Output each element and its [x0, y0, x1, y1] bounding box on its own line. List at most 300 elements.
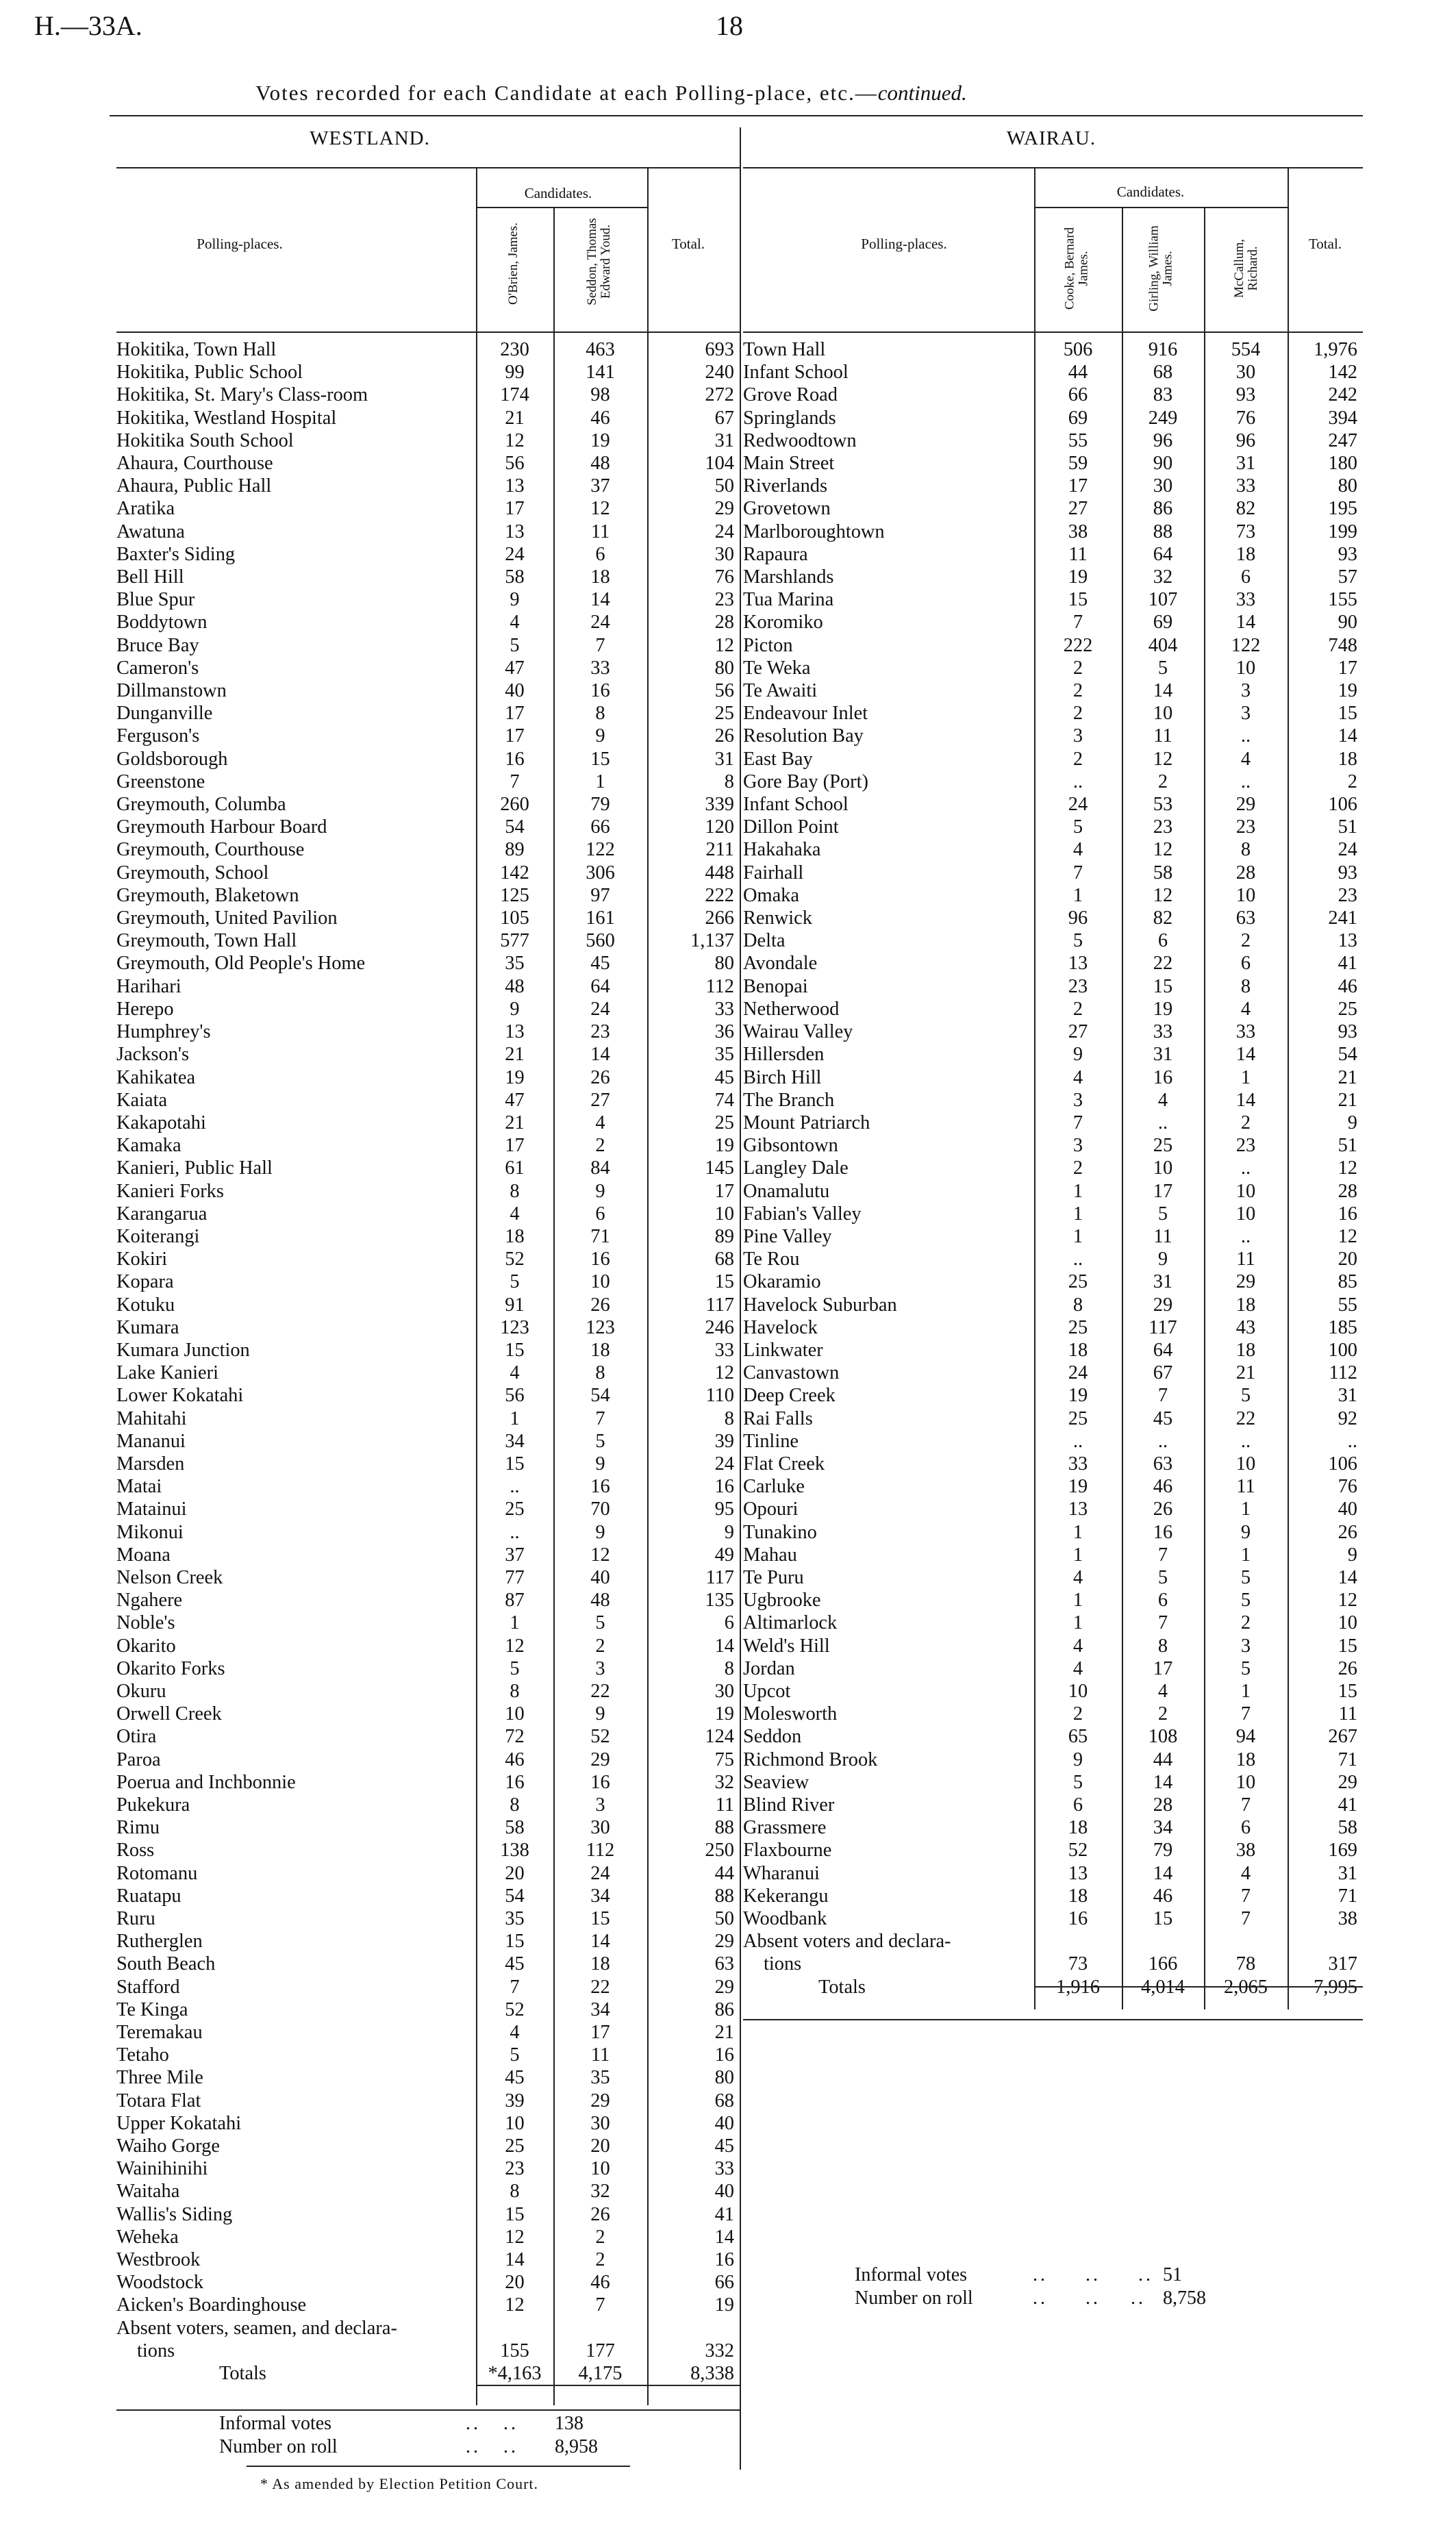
candidate-votes: 4 [1240, 748, 1251, 770]
table-row [116, 1635, 740, 1657]
candidate-votes: 59 [1068, 453, 1088, 475]
table-row [116, 657, 740, 679]
polling-place [743, 1544, 1034, 1566]
polling-place-name: Kakapotahi [116, 1112, 206, 1133]
table-row [116, 2021, 740, 2044]
candidate-votes: 2 [595, 2249, 605, 2271]
candidate-votes: 2 [1072, 748, 1083, 770]
polling-place [116, 1362, 476, 1384]
polling-place [116, 1725, 476, 1748]
polling-place-name: Blue Spur [116, 589, 195, 611]
candidate-votes: .. [1072, 770, 1083, 792]
table-row [116, 2294, 740, 2316]
candidate-votes: 26 [590, 1294, 610, 1316]
candidate-votes: 83 [1153, 384, 1173, 406]
candidate-votes: 12 [505, 429, 525, 451]
row-total: 112 [705, 975, 734, 997]
row-total: 17 [714, 1180, 734, 1202]
westland-header-rule [116, 331, 740, 333]
row-total: 49 [714, 1544, 734, 1566]
row-total: 16 [714, 1476, 734, 1498]
candidate-votes: 108 [1148, 1726, 1178, 1748]
row-total: 21 [714, 2022, 734, 2044]
candidate-mccallum: McCallum, Richard. [1232, 238, 1260, 299]
candidate-votes: 3 [1240, 680, 1251, 702]
table-row [116, 1566, 740, 1589]
candidate-votes: 11 [1236, 1476, 1255, 1498]
table-row [743, 1566, 1363, 1589]
row-total: 76 [714, 566, 734, 588]
candidate-votes: 7 [1157, 1544, 1168, 1566]
polling-place-name: Teremakau [116, 2022, 203, 2044]
candidate-votes: 44 [1068, 362, 1088, 384]
polling-place [743, 657, 1034, 679]
polling-place-name: South Beach [116, 1953, 216, 1975]
candidate-votes: 72 [505, 1726, 525, 1748]
candidate-votes: 18 [590, 1953, 610, 1975]
polling-place [743, 475, 1034, 497]
candidate-votes: 1 [1072, 884, 1083, 906]
row-total: 169 [1328, 1840, 1357, 1861]
polling-place-name: Mount Patriarch [743, 1112, 870, 1133]
table-row [116, 748, 740, 770]
candidate-votes: 7 [1240, 1794, 1251, 1816]
row-total: 9 [724, 1521, 734, 1543]
row-total: 29 [714, 1976, 734, 1998]
wairau-informal-row: Informal votes .. .. .. 51 [855, 2264, 1182, 2285]
candidate-votes: 64 [590, 975, 610, 997]
candidate-votes: 17 [505, 498, 525, 520]
wairau-bottom-rule [743, 2019, 1363, 2020]
polling-place [743, 634, 1034, 657]
candidate-votes: 2 [1240, 930, 1251, 952]
candidate-votes: 7 [1240, 1703, 1251, 1725]
candidate-votes: 7 [595, 634, 605, 656]
polling-place [743, 1589, 1034, 1612]
table-row [743, 1043, 1363, 1066]
polling-place [116, 2271, 476, 2294]
row-total: 15 [1338, 1635, 1357, 1657]
candidate-votes: 4 [1072, 839, 1083, 861]
candidate-votes: 1 [1072, 1203, 1083, 1225]
row-total: 88 [714, 1885, 734, 1907]
polling-place [116, 588, 476, 611]
candidate-votes: 12 [1153, 839, 1173, 861]
polling-place [743, 497, 1034, 520]
candidate-votes: 8 [595, 703, 605, 725]
table-row [116, 1976, 740, 1998]
row-total: 92 [1338, 1407, 1357, 1429]
row-total: 51 [1338, 816, 1357, 838]
polling-place [743, 975, 1034, 998]
candidate-votes: 560 [586, 930, 615, 952]
table-row [743, 1907, 1363, 1930]
empty-cell [647, 2317, 740, 2340]
candidate-votes: 142 [500, 862, 529, 883]
table-row [116, 1771, 740, 1794]
polling-place [116, 1862, 476, 1885]
candidate-votes: 3 [595, 1794, 605, 1816]
table-row [116, 1907, 740, 1930]
westland-bottom-rule [116, 2409, 740, 2411]
polling-place [743, 384, 1034, 406]
row-total: 16 [714, 2249, 734, 2271]
row-total: 40 [1338, 1499, 1357, 1520]
polling-place [743, 952, 1034, 975]
polling-place-name: Omaka [743, 884, 799, 906]
row-total: 63 [714, 1953, 734, 1975]
table-row [116, 1657, 740, 1680]
row-total: 32 [714, 1771, 734, 1793]
polling-place-name: Seaview [743, 1771, 809, 1793]
row-total: 41 [1338, 953, 1357, 975]
candidate-votes: 230 [500, 339, 529, 360]
candidate-votes: 26 [1153, 1499, 1173, 1520]
row-total: 80 [714, 953, 734, 975]
empty-cell [476, 2317, 553, 2340]
candidate-votes: 6 [1240, 953, 1251, 975]
candidate-votes: 19 [1153, 998, 1173, 1020]
candidate-votes: 3 [1072, 1089, 1083, 1111]
table-row [116, 1998, 740, 2021]
wairau-heading: WAIRAU. [1006, 127, 1096, 149]
table-row [116, 702, 740, 725]
candidate-votes: 15 [505, 1339, 525, 1361]
polling-place-name: Mahitahi [116, 1407, 187, 1429]
row-total: 76 [1338, 1476, 1357, 1498]
table-row [743, 384, 1363, 406]
candidate-votes: 98 [590, 384, 610, 406]
candidate-votes: 2 [1240, 1612, 1251, 1634]
row-total: 66 [714, 2272, 734, 2294]
candidate-votes: 82 [1235, 498, 1256, 520]
table-row [743, 566, 1363, 588]
polling-place-name: Nelson Creek [116, 1566, 223, 1588]
candidate-votes: 7 [595, 1407, 605, 1429]
absent-votes: 177 [586, 2340, 615, 2361]
candidate-votes: 5 [1240, 1566, 1251, 1588]
candidate-votes: 15 [1068, 589, 1088, 611]
polling-place [116, 452, 476, 475]
candidate-votes: 16 [590, 680, 610, 702]
candidate-votes: 32 [590, 2181, 610, 2203]
candidate-votes: 14 [1153, 1771, 1173, 1793]
polling-place-name: Te Kinga [116, 1998, 188, 2020]
candidate-votes: 9 [595, 1703, 605, 1725]
polling-place [743, 1816, 1034, 1839]
candidate-votes: 96 [1235, 429, 1256, 451]
table-row [116, 1725, 740, 1748]
candidate-votes: 48 [590, 453, 610, 475]
row-total: 1,137 [690, 930, 734, 952]
candidate-votes: 4 [510, 1362, 520, 1384]
candidate-votes: 28 [1235, 862, 1256, 883]
polling-place-name: Riverlands [743, 475, 828, 497]
wairau-total-label: Total. [1308, 236, 1342, 252]
polling-place-name: Waitaha [116, 2181, 180, 2203]
polling-place-name: Noble's [116, 1612, 175, 1634]
polling-place-name: Greymouth, Courthouse [116, 839, 305, 861]
candidate-votes: 45 [505, 1953, 525, 1975]
candidate-votes: 76 [1235, 407, 1256, 429]
candidate-votes: 5 [1072, 1771, 1083, 1793]
row-total: 199 [1328, 521, 1357, 542]
candidate-votes: 9 [510, 589, 520, 611]
polling-place [743, 770, 1034, 793]
candidate-votes: 7 [510, 1976, 520, 1998]
row-total: 15 [714, 1271, 734, 1293]
polling-place [116, 907, 476, 929]
row-total: 29 [714, 498, 734, 520]
row-total: 16 [1338, 1203, 1357, 1225]
table-row [743, 1862, 1363, 1885]
polling-place-name: Jackson's [116, 1044, 190, 1066]
candidate-votes: 40 [505, 680, 525, 702]
polling-place [116, 929, 476, 952]
title-rule [110, 115, 1363, 116]
row-total: 11 [1338, 1703, 1357, 1725]
polling-place-name: Paroa [116, 1748, 161, 1770]
candidate-votes: 22 [590, 1680, 610, 1702]
polling-place-name: Pine Valley [743, 1225, 832, 1247]
row-total: 26 [1338, 1521, 1357, 1543]
polling-place-name: Endeavour Inlet [743, 703, 868, 725]
candidate-votes: 52 [590, 1726, 610, 1748]
candidate-votes: 5 [1240, 1657, 1251, 1679]
candidate-votes: 125 [500, 884, 529, 906]
polling-place-name: Greymouth, Old People's Home [116, 953, 366, 975]
table-row [116, 1089, 740, 1112]
table-row [743, 1680, 1363, 1703]
totals-label: Totals [818, 1976, 866, 1998]
polling-place-name: Infant School [743, 794, 849, 816]
polling-place-name: Renwick [743, 907, 812, 929]
polling-place-name: Waiho Gorge [116, 2135, 220, 2157]
candidate-votes: 23 [505, 2158, 525, 2180]
candidate-votes: 10 [1235, 657, 1256, 679]
polling-place-name: Matai [116, 1476, 162, 1498]
candidate-votes: 18 [1235, 543, 1256, 565]
polling-place-name: Kokiri [116, 1249, 168, 1270]
candidate-votes: 18 [1235, 1294, 1256, 1316]
candidate-votes: 82 [1153, 907, 1173, 929]
candidate-votes: 29 [590, 1748, 610, 1770]
polling-place-name: Havelock [743, 1316, 818, 1338]
candidate-votes: 18 [1235, 1748, 1256, 1770]
table-row [743, 975, 1363, 998]
candidate-votes: 112 [586, 1840, 615, 1861]
polling-place-name: Te Weka [743, 657, 811, 679]
polling-place-name: Marshlands [743, 566, 834, 588]
candidate-votes: 9 [1157, 1249, 1168, 1270]
candidate-votes: 21 [1235, 1362, 1256, 1384]
candidate-cooke: Cooke, Bernard James. [1062, 227, 1091, 310]
candidate-votes: 1 [1072, 1521, 1083, 1543]
polling-place [743, 1407, 1034, 1430]
table-row [743, 816, 1363, 838]
polling-place [116, 361, 476, 384]
polling-place-name: Aratika [116, 498, 175, 520]
candidate-votes: 40 [590, 1566, 610, 1588]
polling-place-name: Ahaura, Public Hall [116, 475, 272, 497]
polling-place-name: Okarito [116, 1635, 176, 1657]
candidate-votes: 33 [1235, 589, 1256, 611]
polling-place [743, 1203, 1034, 1225]
candidate-votes: 463 [586, 339, 615, 360]
row-total: 394 [1328, 407, 1357, 429]
polling-place-name: Dunganville [116, 703, 213, 725]
table-row [743, 452, 1363, 475]
candidate-votes: 58 [1153, 862, 1173, 883]
polling-place [743, 1362, 1034, 1384]
polling-place-name: Totara Flat [116, 2090, 201, 2111]
table-row [116, 1066, 740, 1089]
polling-place-name: Rai Falls [743, 1407, 813, 1429]
row-total: 272 [705, 384, 734, 406]
table-row [116, 361, 740, 384]
polling-place [116, 1930, 476, 1953]
row-total: 95 [714, 1499, 734, 1520]
row-total: 18 [1338, 748, 1357, 770]
table-row [116, 838, 740, 861]
candidate-votes: 47 [505, 1089, 525, 1111]
candidate-votes: 2 [1072, 703, 1083, 725]
candidate-votes: 46 [590, 2272, 610, 2294]
polling-place [116, 884, 476, 907]
candidate-votes: 554 [1231, 339, 1261, 360]
table-row [743, 1066, 1363, 1089]
candidate-votes: 46 [590, 407, 610, 429]
candidate-votes: 25 [1068, 1407, 1088, 1429]
westland-informal-label: Informal votes [219, 2413, 332, 2434]
row-total: 112 [1329, 1362, 1357, 1384]
table-row [743, 543, 1363, 566]
candidate-votes: 1 [1240, 1680, 1251, 1702]
row-total: 57 [1338, 566, 1357, 588]
polling-place [116, 2180, 476, 2203]
table-row [116, 1544, 740, 1566]
polling-place [116, 1680, 476, 1703]
polling-place [116, 1998, 476, 2021]
polling-place [116, 1043, 476, 1066]
row-total: 748 [1328, 634, 1357, 656]
table-row [743, 862, 1363, 884]
table-row [116, 1157, 740, 1179]
polling-place-name: Stafford [116, 1976, 180, 1998]
polling-place [116, 1180, 476, 1203]
polling-place-name: East Bay [743, 748, 813, 770]
table-row [116, 998, 740, 1020]
polling-place-name: Greymouth, United Pavilion [116, 907, 338, 929]
polling-place [116, 1794, 476, 1816]
candidate-votes: 3 [1072, 725, 1083, 747]
polling-place [743, 884, 1034, 907]
candidate-votes: 14 [1235, 612, 1256, 634]
candidate-votes: 61 [505, 1157, 525, 1179]
polling-place-name: Wainihinihi [116, 2158, 208, 2180]
candidate-votes: 10 [1068, 1680, 1088, 1702]
polling-place [116, 521, 476, 543]
polling-place-name: Delta [743, 930, 786, 952]
polling-place [743, 543, 1034, 566]
row-total: 68 [714, 1249, 734, 1270]
polling-place [116, 2226, 476, 2248]
polling-place [743, 1225, 1034, 1248]
polling-place-name: Tua Marina [743, 589, 834, 611]
page-number: 18 [716, 10, 743, 41]
absent-voters-row-cont [116, 2340, 740, 2362]
row-total: 242 [1328, 384, 1357, 406]
row-total: 185 [1328, 1316, 1357, 1338]
polling-place-name: Bruce Bay [116, 634, 199, 656]
candidate-votes: 48 [590, 1590, 610, 1612]
polling-place-name: Okuru [116, 1680, 166, 1702]
polling-place-name: Te Rou [743, 1249, 800, 1270]
table-row [743, 1248, 1363, 1270]
table-row [116, 1339, 740, 1362]
candidate-votes: 54 [505, 816, 525, 838]
polling-place [116, 1134, 476, 1157]
polling-place [116, 611, 476, 634]
polling-place-name: Greymouth, Town Hall [116, 930, 297, 952]
candidate-votes: 105 [500, 907, 529, 929]
polling-place [743, 907, 1034, 929]
wairau-roll-row: Number on roll .. .. .. 8,758 [855, 2287, 1206, 2309]
candidate-votes: 5 [1240, 1590, 1251, 1612]
table-row [116, 1839, 740, 1861]
row-total: 33 [714, 2158, 734, 2180]
wairau-candidate-divider-2 [1204, 207, 1205, 331]
polling-place-name: Kahikatea [116, 1066, 196, 1088]
polling-place-name: Dillon Point [743, 816, 839, 838]
candidate-votes: 96 [1068, 907, 1088, 929]
table-row [743, 1703, 1363, 1725]
table-row [116, 1270, 740, 1293]
candidate-votes: 13 [1068, 1499, 1088, 1520]
polling-place-name: Onamalutu [743, 1180, 830, 1202]
candidate-votes: 9 [510, 998, 520, 1020]
row-total: 89 [714, 1225, 734, 1247]
row-total: 36 [714, 1021, 734, 1043]
row-total: 80 [714, 2067, 734, 2089]
candidate-votes: 9 [595, 725, 605, 747]
row-total: 45 [714, 1066, 734, 1088]
candidate-votes: 29 [590, 2090, 610, 2111]
candidate-votes: 5 [1240, 1385, 1251, 1407]
polling-place-name: Tinline [743, 1430, 799, 1452]
table-row [116, 1203, 740, 1225]
row-total: 56 [714, 680, 734, 702]
polling-place-name: Lower Kokatahi [116, 1385, 244, 1407]
candidate-votes: 58 [505, 566, 525, 588]
candidate-votes: 916 [1148, 339, 1178, 360]
candidate-votes: 3 [1072, 1135, 1083, 1157]
polling-place-name: Marlboroughtown [743, 521, 885, 542]
polling-place [743, 748, 1034, 770]
polling-place-name: Te Puru [743, 1566, 804, 1588]
polling-place-name: Greenstone [116, 770, 205, 792]
candidate-votes: 14 [1153, 680, 1173, 702]
row-total: 106 [1328, 794, 1357, 816]
polling-place [743, 429, 1034, 452]
candidate-votes: 45 [505, 2067, 525, 2089]
candidate-votes: 19 [590, 429, 610, 451]
table-row [116, 907, 740, 929]
polling-place-name: Linkwater [743, 1339, 823, 1361]
candidate-votes: 14 [505, 2249, 525, 2271]
candidate-votes: 70 [590, 1499, 610, 1520]
table-row [116, 497, 740, 520]
